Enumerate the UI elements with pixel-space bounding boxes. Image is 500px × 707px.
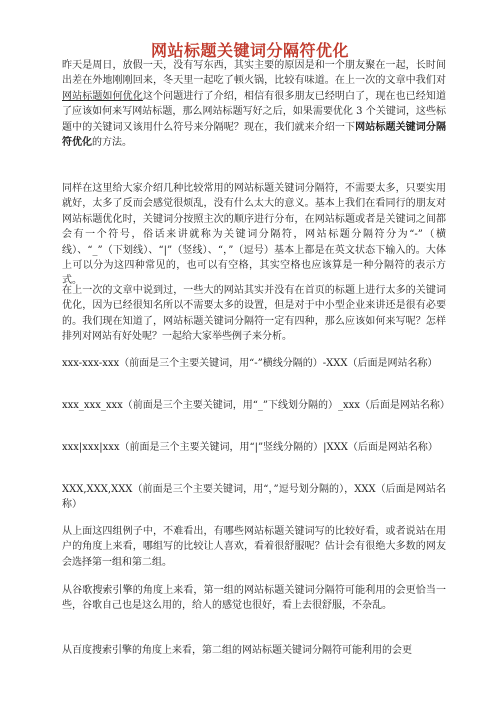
intro-bold-phrase: 网站标题关键词分隔符优化	[62, 121, 447, 149]
link-title-optimization[interactable]: 网站标题如何优化	[62, 90, 143, 102]
paragraph-separators: 同样在这里给大家介绍几种比较常用的网站标题关键词分隔符，不需要太多，只要实用就好，太多了反而会感觉很烦乱，没有什么太大的意义。基本上我们在看同行的朋友对网站标题优化时，关键词分按照主次的顺序进行分布，在网站标题或者是关键词之间都会有一个符号，俗话来讲就称为关键词分隔符，网站标题分隔符分为“-”（横线）、“_”（下划线）、“|”（竖线）、“，”（逗号）基本上都是在英文状态下输入的。大体上可以分为这四种常见的，也可以有空格，其实空格也应该算是一种分隔符的表示方式。	[62, 183, 446, 287]
example-underscore: xxx_xxx_xxx（前面是三个主要关键词，用“_”下线划分隔的）_xxx（后面是网站名称）	[62, 400, 450, 411]
example-comma: XXX,XXX,XXX（前面是三个主要关键词，用“，”逗号划分隔的），XXX（后面是网站名称）	[62, 484, 446, 511]
example-dash: xxx-xxx-xxx（前面是三个主要关键词，用“-”横线分隔的）-XXX（后面是网站名称）	[62, 358, 438, 369]
paragraph-intro	[62, 58, 446, 150]
paragraph-comparison: 从上面这四组例子中，不难看出，有哪些网站标题关键词写的比较好看，或者说站在用户的角度上来看，哪组写的比较让人喜欢，看着很舒服呢？估计会有很绝大多数的网友会选择第一组和第二组。	[62, 526, 446, 568]
page-title: 网站标题关键词分隔符优化	[150, 41, 349, 60]
paragraph-google: 从谷歌搜索引擎的角度上来看，第一组的网站标题关键词分隔符可能利用的会更恰当一些，谷歌自己也是这么用的，给人的感觉也很好，看上去很舒服，不杂乱。	[62, 585, 446, 612]
intro-text-b: 这个问题进行了介绍，相信有很多朋友已经明白了，现在也已经知道了应该如何来写网站标题，那么网站标题写好之后，如果需要优化 3 个关键词，这些标题中的关键词又该用什么符号来分隔呢？现在，我们就来介绍一下	[62, 90, 447, 133]
paragraph-examples-intro: 在上一次的文章中说到过，一些大的网站其实并没有在首页的标题上进行太多的关键词优化，因为已经很知名所以不需要太多的设置，但是对于中小型企业来讲还是很有必要的。我们现在知道了，网站标题关键词分隔符一定有四种，那么应该如何来写呢？怎样排列对网站有好处呢？一起给大家举些例子来分析。	[62, 285, 446, 343]
intro-text-a: 昨天是周日，放假一天，没有写东西，其实主要的原因是和一个朋友聚在一起，长时间出差在外地刚刚回来，冬天里一起吃了顿火锅，比较有味道。在上一次的文章中我们对	[62, 60, 446, 87]
intro-text-c: 的方法。	[92, 137, 132, 149]
paragraph-baidu: 从百度搜索引擎的角度上来看，第二组的网站标题关键词分隔符可能利用的会更	[62, 645, 412, 656]
example-pipe: xxx|xxx|xxx（前面是三个主要关键词，用“|”竖线分隔的）|XXX（后面是网站名称）	[62, 442, 438, 453]
